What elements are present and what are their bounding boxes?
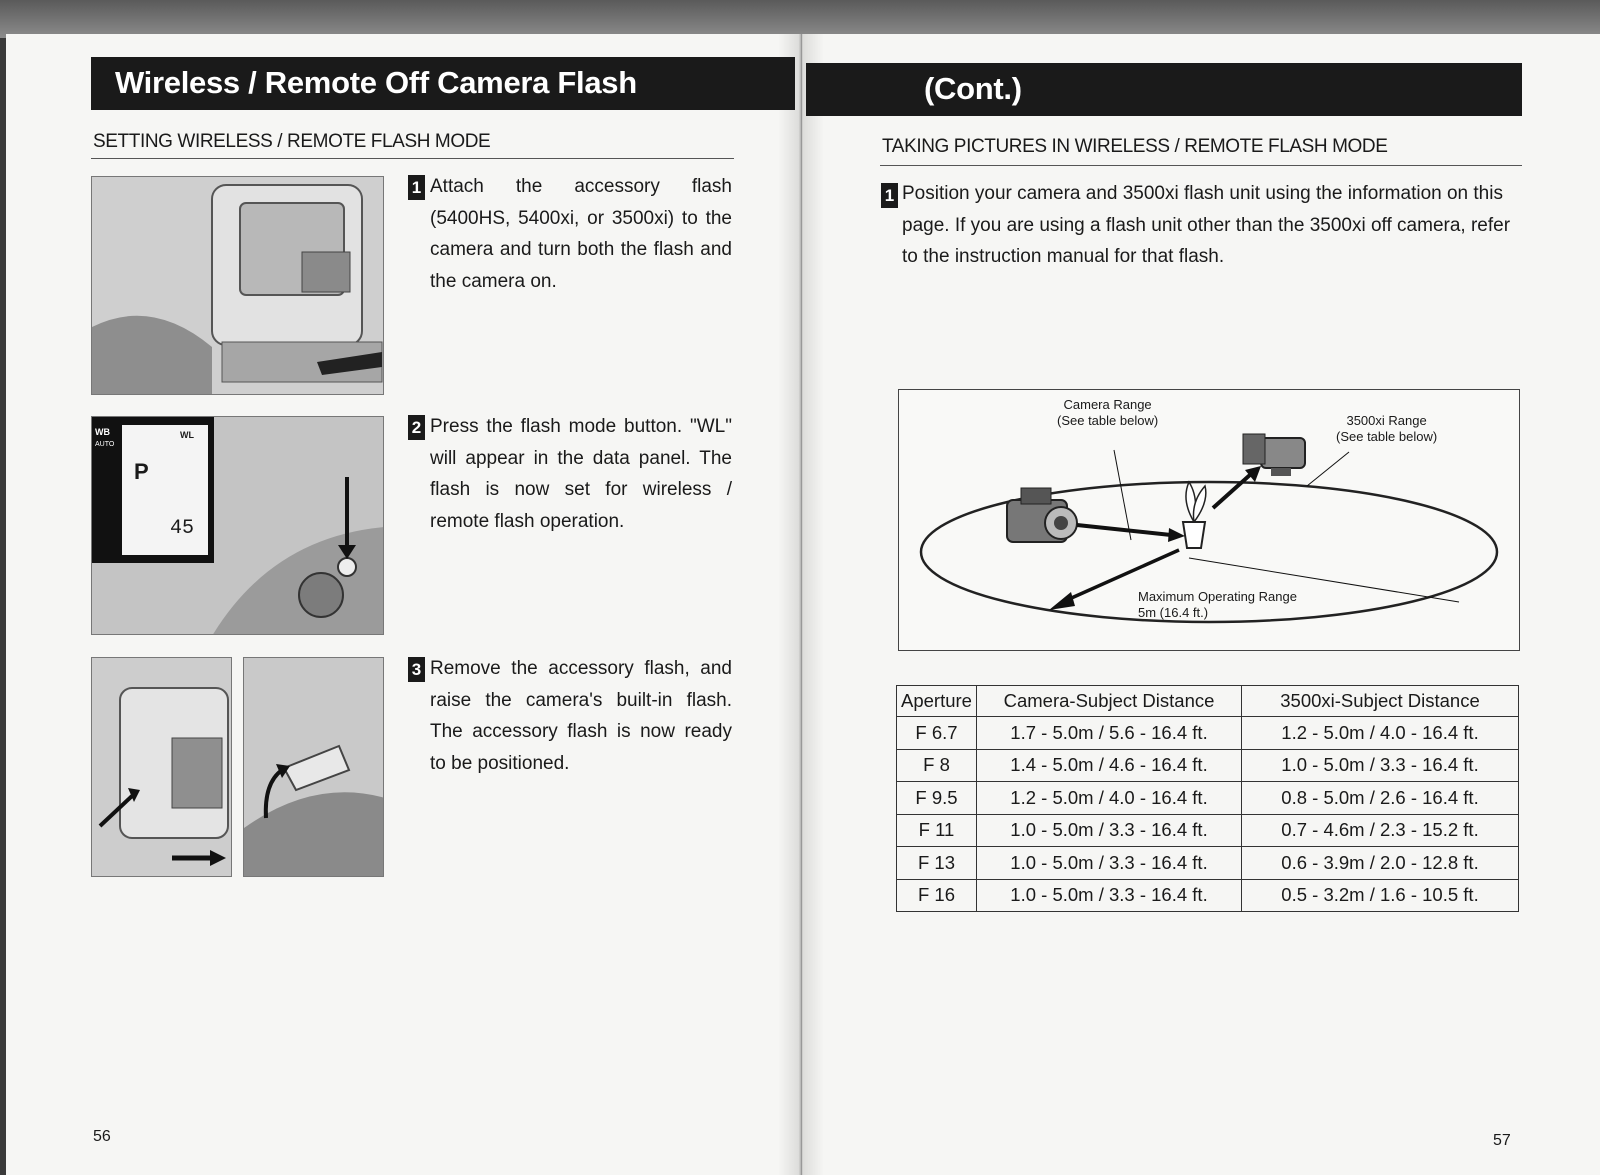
table-row <box>897 847 1519 880</box>
data-panel-wb: WB <box>95 427 110 437</box>
flash-distance-cell: 0.6 - 3.9m / 2.0 - 12.8 ft. <box>1242 847 1519 880</box>
camera-range-label: Camera Range <box>1063 397 1152 412</box>
camera-distance-cell: 1.0 - 5.0m / 3.3 - 16.4 ft. <box>977 814 1242 847</box>
range-table <box>896 685 1519 912</box>
max-range-callout <box>1138 589 1297 621</box>
heading-rule <box>91 158 734 159</box>
remove-flash-illustration <box>92 658 232 877</box>
intro-step <box>881 178 1521 273</box>
flash-range-callout <box>1336 413 1437 445</box>
data-panel-mode: P <box>134 459 149 484</box>
max-range-value: 5m (16.4 ft.) <box>1138 605 1209 620</box>
step-2-photo <box>91 416 384 635</box>
step-1-photo <box>91 176 384 395</box>
step-3 <box>408 653 732 779</box>
page-number-right: 57 <box>1493 1132 1511 1149</box>
data-panel-shutter: 45 <box>170 517 195 540</box>
page-number-left: 56 <box>93 1128 111 1145</box>
step-1 <box>408 171 732 297</box>
camera-distance-cell: 1.0 - 5.0m / 3.3 - 16.4 ft. <box>977 879 1242 912</box>
heading-rule <box>880 165 1522 166</box>
section-heading-taking: TAKING PICTURES IN WIRELESS / REMOTE FLASH MODE <box>882 136 1388 157</box>
page-title-cont: (Cont.) <box>924 71 1022 106</box>
right-page-title-bar <box>806 63 1522 116</box>
page-title: Wireless / Remote Off Camera Flash <box>115 65 637 100</box>
range-diagram <box>898 389 1520 651</box>
subject-plant-icon <box>1183 482 1206 548</box>
table-row <box>897 782 1519 815</box>
step-3-photo-flash <box>91 657 232 877</box>
scan-edge <box>0 0 1600 38</box>
flash-distance-cell: 0.7 - 4.6m / 2.3 - 15.2 ft. <box>1242 814 1519 847</box>
step-number: 2 <box>408 415 425 440</box>
camera-icon <box>1007 488 1077 542</box>
step-text: Remove the accessory flash, and raise the camera's built-in flash. The accessory flash is now ready to be positioned. <box>430 658 732 774</box>
camera-distance-cell: 1.2 - 5.0m / 4.0 - 16.4 ft. <box>977 782 1242 815</box>
column-header-flash-distance: 3500xi-Subject Distance <box>1242 686 1519 717</box>
table-header-row <box>897 686 1519 717</box>
flash-attach-illustration <box>92 177 384 395</box>
flash-distance-cell: 0.5 - 3.2m / 1.6 - 10.5 ft. <box>1242 879 1519 912</box>
step-number: 1 <box>408 175 425 200</box>
table-row <box>897 879 1519 912</box>
aperture-cell: F 6.7 <box>897 717 977 750</box>
aperture-cell: F 13 <box>897 847 977 880</box>
flash-distance-cell: 1.0 - 5.0m / 3.3 - 16.4 ft. <box>1242 749 1519 782</box>
camera-distance-cell: 1.0 - 5.0m / 3.3 - 16.4 ft. <box>977 847 1242 880</box>
camera-distance-cell: 1.7 - 5.0m / 5.6 - 16.4 ft. <box>977 717 1242 750</box>
table-row <box>897 749 1519 782</box>
aperture-cell: F 8 <box>897 749 977 782</box>
flash-distance-cell: 1.2 - 5.0m / 4.0 - 16.4 ft. <box>1242 717 1519 750</box>
intro-text: Position your camera and 3500xi flash unit using the information on this page. If you are using a flash unit other than the 3500xi off camera, refer to the instruction manual for that flash. <box>902 183 1511 267</box>
aperture-cell: F 16 <box>897 879 977 912</box>
aperture-cell: F 11 <box>897 814 977 847</box>
aperture-cell: F 9.5 <box>897 782 977 815</box>
section-heading-setting: SETTING WIRELESS / REMOTE FLASH MODE <box>93 131 491 152</box>
table-row <box>897 717 1519 750</box>
step-number: 3 <box>408 657 425 682</box>
camera-range-note: (See table below) <box>1057 413 1159 428</box>
book-gutter <box>778 34 824 1175</box>
step-2 <box>408 411 732 537</box>
data-panel-wl: WL <box>180 430 194 440</box>
flash-distance-cell: 0.8 - 5.0m / 2.6 - 16.4 ft. <box>1242 782 1519 815</box>
step-text: Press the flash mode button. "WL" will appear in the data panel. The flash is now set for wireless / remote flash operation. <box>430 416 732 532</box>
column-header-aperture: Aperture <box>897 686 977 717</box>
flash-mode-button-illustration <box>92 417 384 635</box>
flash-range-label: 3500xi Range <box>1346 413 1427 428</box>
camera-distance-cell: 1.4 - 5.0m / 4.6 - 16.4 ft. <box>977 749 1242 782</box>
left-page-title-bar <box>91 57 795 110</box>
data-panel-auto: AUTO <box>95 441 115 448</box>
camera-range-callout <box>1057 397 1158 429</box>
step-number: 1 <box>881 183 898 208</box>
max-range-label: Maximum Operating Range <box>1138 589 1297 604</box>
raise-built-in-flash-illustration <box>244 658 384 877</box>
step-3-photo-camera <box>243 657 384 877</box>
flash-range-note: (See table below) <box>1336 429 1438 444</box>
step-text: Attach the accessory flash (5400HS, 5400xi, or 3500xi) to the camera and turn both the flash and the camera on. <box>430 176 732 292</box>
table-row <box>897 814 1519 847</box>
column-header-camera-distance: Camera-Subject Distance <box>977 686 1242 717</box>
